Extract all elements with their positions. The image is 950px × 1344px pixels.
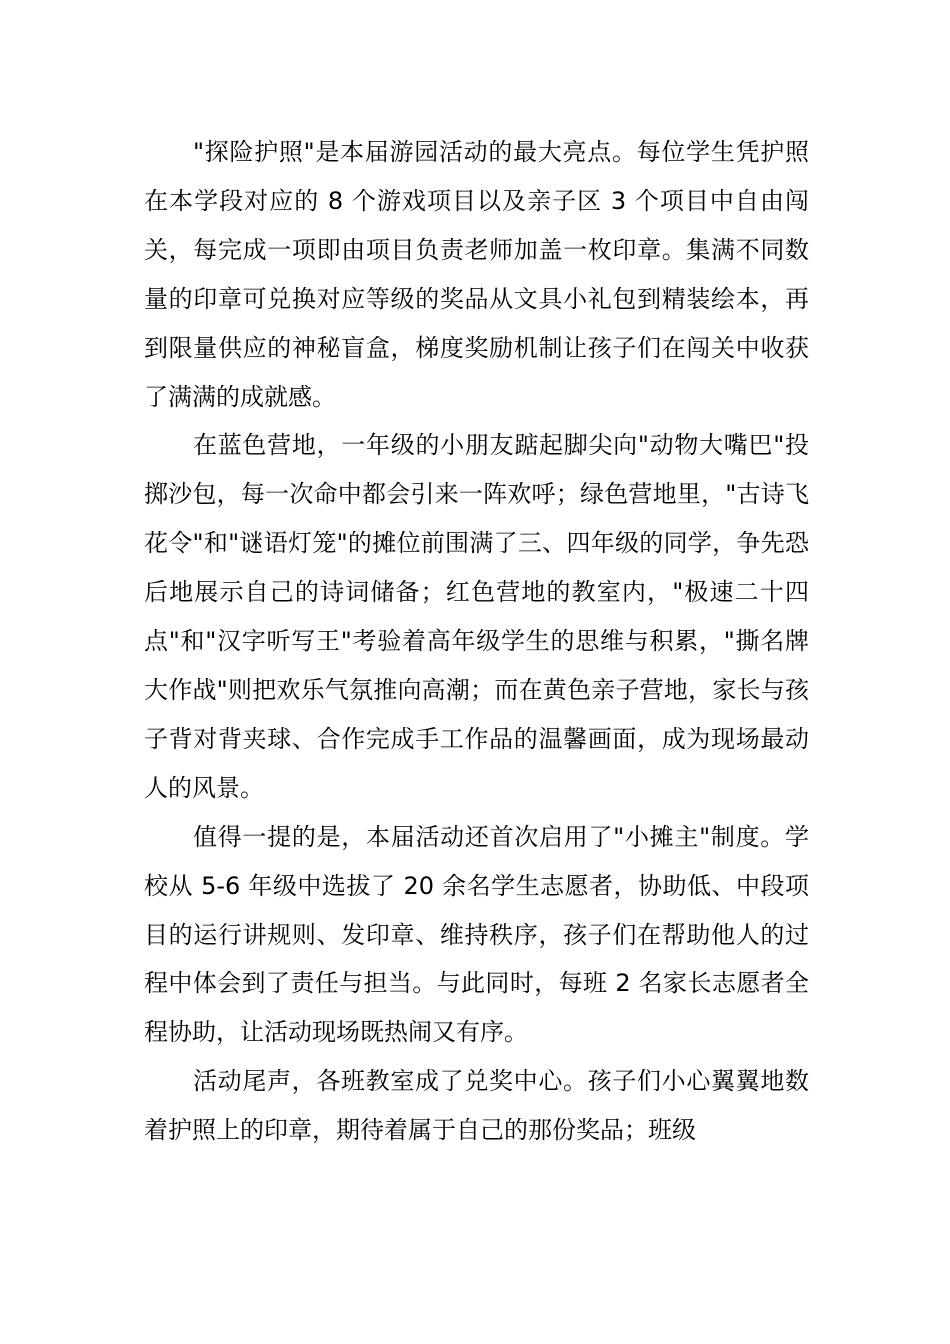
paragraph-student-stallholders: 值得一提的是，本届活动还首次启用了"小摊主"制度。学校从 5-6 年级中选拔了 20 余名学生志愿者，协助低、中段项目的运行讲规则、发印章、维持秩序，孩子们在帮助他人的过程中体会到了责任与担当。与此同时，每班 2 名家长志愿者全程协助，让活动现场既热闹又有序。 xyxy=(144,822,809,1047)
paragraph-passport: "探险护照"是本届游园活动的最大亮点。每位学生凭护照在本学段对应的 8 个游戏项目以及亲子区 3 个项目中自由闯关，每完成一项即由项目负责老师加盖一枚印章。集满不同数量的印章可兑换对应等级的奖品从文具小礼包到精装绘本，再到限量供应的神秘盲盒，梯度奖励机制让孩子们在闯关中收获了满满的成就感。 xyxy=(144,138,809,411)
paragraph-camps: 在蓝色营地，一年级的小朋友踮起脚尖向"动物大嘴巴"投掷沙包，每一次命中都会引来一阵欢呼；绿色营地里，"古诗飞花令"和"谜语灯笼"的摊位前围满了三、四年级的同学，争先恐后地展示自己的诗词储备；红色营地的教室内，"极速二十四点"和"汉字听写王"考验着高年级学生的思维与积累，"撕名牌大作战"则把欢乐气氛推向高潮；而在黄色亲子营地，家长与孩子背对背夹球、合作完成手工作品的温馨画面，成为现场最动人的风景。 xyxy=(144,431,809,802)
paragraph-prize-redemption: 活动尾声，各班教室成了兑奖中心。孩子们小心翼翼地数着护照上的印章，期待着属于自己的那份奖品；班级 xyxy=(144,1067,809,1145)
article-body xyxy=(144,128,809,1155)
